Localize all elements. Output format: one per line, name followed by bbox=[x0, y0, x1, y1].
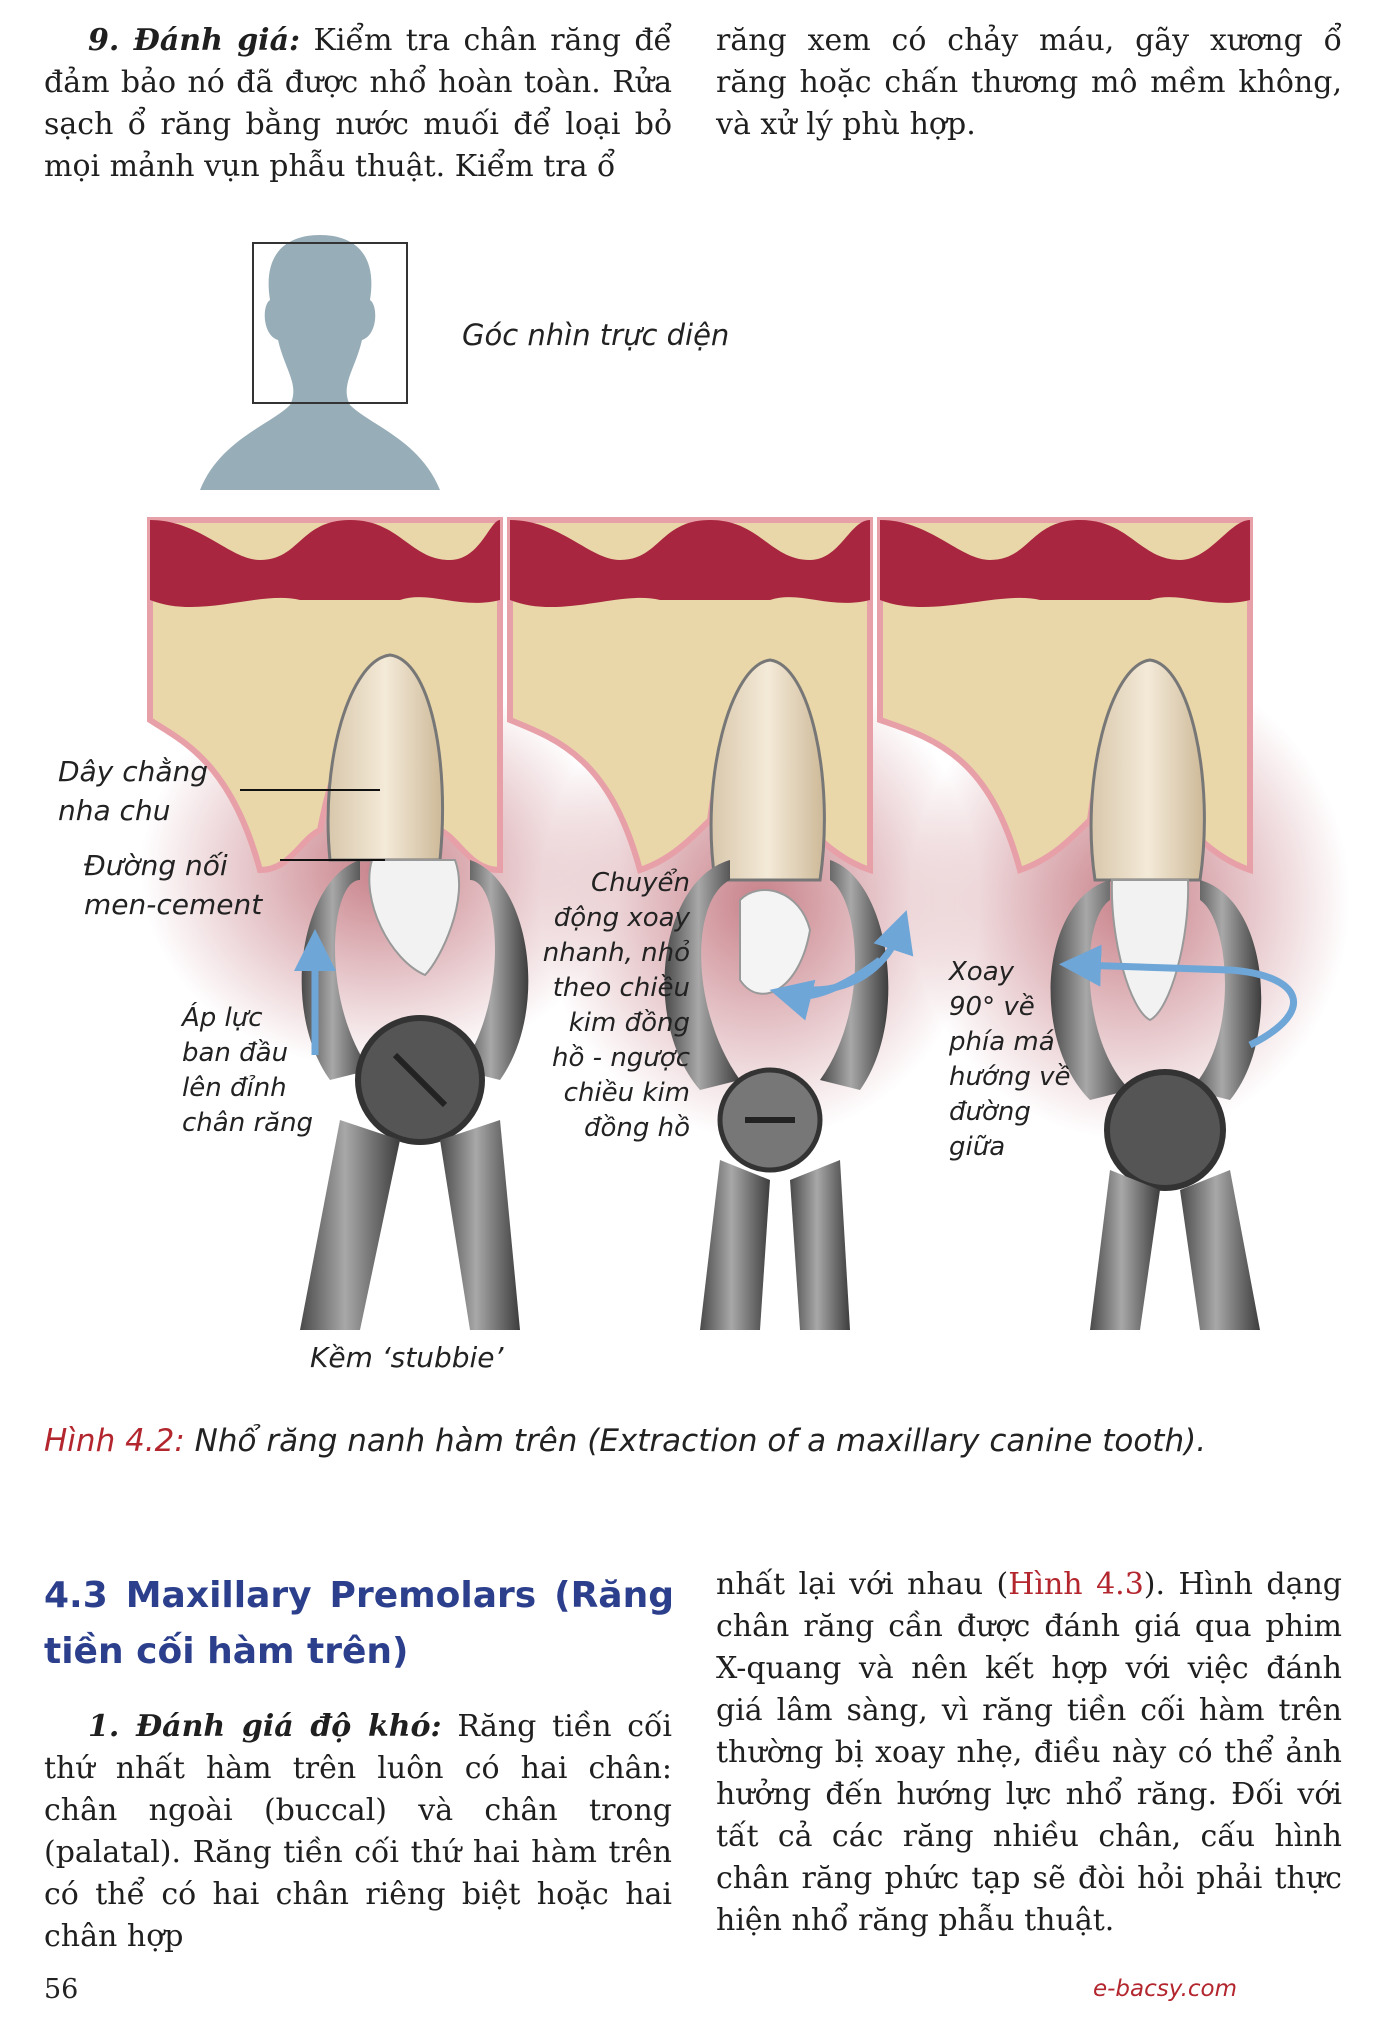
turn-line-4: hướng về bbox=[949, 1062, 1071, 1092]
premolar-text-start: nhất lại với nhau ( bbox=[716, 1567, 1009, 1602]
periodontal-ligament-label bbox=[58, 752, 208, 830]
caption-prefix: Hình 4.2: bbox=[44, 1423, 185, 1459]
evaluation-continued-text: răng xem có chảy máu, gãy xương ổ răng hoặc chấn thương mô mềm không, và xử lý phù hợp. bbox=[716, 23, 1342, 142]
difficulty-lead: 1. Đánh giá độ khó: bbox=[88, 1709, 442, 1744]
rotation-line-3: nhanh, nhỏ bbox=[542, 938, 690, 968]
initial-pressure-label bbox=[182, 1001, 313, 1141]
pdl-line-1: Dây chằng bbox=[58, 755, 209, 788]
premolar-text-end: ). Hình dạng chân răng cần được đánh giá qua phim X-quang và nên kết hợp với việc đánh giá lâm sàng, vì răng tiền cối hàm trên thường bị xoay nhẹ, điều này có thể ảnh hưởng đến hướng lực nhổ răng. Đối với tất cả các răng nhiều chân, cấu hình chân răng phức tạp sẽ đòi hỏi phải thực hiện nhổ răng phẫu thuật. bbox=[716, 1567, 1342, 1938]
caption-text: Nhổ răng nanh hàm trên (Extraction of a maxillary canine tooth). bbox=[184, 1423, 1207, 1459]
pressure-line-2: ban đầu bbox=[182, 1038, 289, 1068]
bottom-left-paragraph bbox=[44, 1706, 672, 1958]
figure-caption bbox=[44, 1421, 1344, 1461]
pressure-line-3: lên đỉnh bbox=[182, 1073, 287, 1103]
rotation-line-1: Chuyển bbox=[591, 868, 690, 898]
turn-line-1: Xoay bbox=[949, 957, 1015, 987]
stubbie-forceps-label: Kềm ‘stubbie’ bbox=[310, 1341, 504, 1374]
pressure-line-4: chân răng bbox=[182, 1108, 314, 1138]
evaluation-text: Kiểm tra chân răng để đảm bảo nó đã được nhổ hoàn toàn. Rửa sạch ổ răng bằng nước muối để loại bỏ mọi mảnh vụn phẫu thuật. Kiểm tra ổ bbox=[44, 23, 672, 184]
pdl-line-2: nha chu bbox=[58, 794, 171, 827]
rotation-line-8: đồng hồ bbox=[583, 1113, 690, 1143]
head-silhouette-icon bbox=[200, 235, 440, 490]
figure-4-3-reference[interactable]: Hình 4.3 bbox=[1008, 1567, 1144, 1602]
evaluation-lead: 9. Đánh giá: bbox=[88, 23, 301, 58]
turn-line-2: 90° về bbox=[949, 992, 1035, 1022]
site-name: e-bacsy.com bbox=[1092, 1976, 1237, 2002]
difficulty-text: Răng tiền cối thứ nhất hàm trên luôn có hai chân: chân ngoài (buccal) và chân trong (palatal). Răng tiền cối thứ hai hàm trên có thể có hai chân riêng biệt hoặc hai chân hợp bbox=[44, 1709, 673, 1954]
rotation-line-7: chiều kim bbox=[563, 1078, 690, 1108]
bottom-right-paragraph bbox=[716, 1564, 1342, 1942]
cej-label bbox=[84, 846, 262, 924]
page-number: 56 bbox=[44, 1974, 79, 2005]
turn-90-label bbox=[949, 955, 1071, 1165]
cej-line-1: Đường nối bbox=[84, 849, 228, 882]
rotation-line-5: kim đồng bbox=[568, 1008, 690, 1038]
rotation-movement-label bbox=[530, 866, 690, 1146]
turn-line-6: giữa bbox=[949, 1132, 1006, 1162]
rotation-line-2: động xoay bbox=[553, 903, 690, 933]
rotation-line-4: theo chiều bbox=[552, 973, 690, 1003]
pressure-line-1: Áp lực bbox=[182, 1003, 263, 1033]
rotation-line-6: hồ - ngược bbox=[552, 1043, 690, 1073]
section-heading: 4.3 Maxillary Premolars (Răng tiền cối hàm trên) bbox=[44, 1575, 674, 1672]
turn-line-3: phía má bbox=[949, 1027, 1055, 1057]
turn-line-5: đường bbox=[949, 1097, 1031, 1127]
cej-line-2: men-cement bbox=[84, 888, 263, 921]
front-view-label: Góc nhìn trực diện bbox=[462, 318, 730, 352]
illustration-panel-3 bbox=[880, 520, 1350, 1330]
